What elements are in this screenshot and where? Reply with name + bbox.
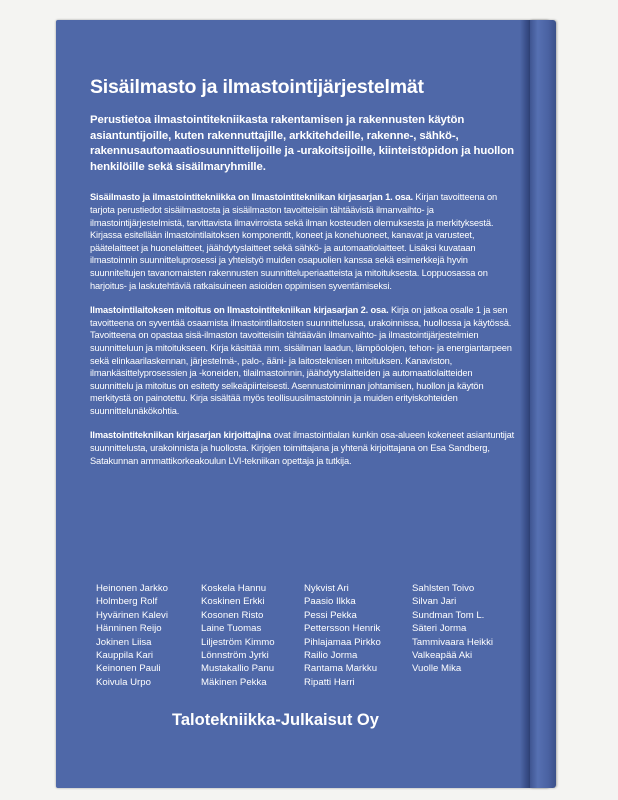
lead-paragraph: Perustietoa ilmastointitekniikasta rakentamisen ja rakennusten käytön asiantuntijoille, kuten rakennuttajille, arkkitehdeille, rakenne-, sähkö-, rakennusautomaatiosuunnittelijoille ja -urakoitsijoille, kiinteistöpidon ja huollon henkilöille sekä sisäilmaryhmille. bbox=[90, 114, 514, 173]
author-name: Koskinen Erkki bbox=[201, 596, 265, 608]
author-name: Mustakallio Panu bbox=[201, 663, 275, 675]
paragraph-2-bold: Ilmastointilaitoksen mitoitus on Ilmastointitekniikan kirjasarjan 2. osa. bbox=[90, 305, 389, 316]
author-name: Heinonen Jarkko bbox=[96, 583, 168, 594]
author-name: Hyvärinen Kalevi bbox=[96, 609, 168, 621]
author-column-2 bbox=[201, 582, 304, 689]
author-name: Pessi Pekka bbox=[304, 609, 357, 621]
author-column-4 bbox=[412, 582, 516, 689]
description-paragraph-1 bbox=[90, 191, 515, 292]
author-name: Sundman Tom L. bbox=[412, 609, 485, 621]
author-column-1 bbox=[96, 582, 201, 689]
author-name: Kosonen Risto bbox=[201, 609, 264, 621]
paragraph-3-bold: Ilmastointitekniikan kirjasarjan kirjoittajina bbox=[90, 430, 272, 441]
author-name: Pihlajamaa Pirkko bbox=[304, 636, 381, 648]
author-name: Lönnström Jyrki bbox=[201, 650, 269, 662]
author-name: Railio Jorma bbox=[304, 650, 358, 662]
paragraph-1-bold: Sisäilmasto ja ilmastointitekniikka on Ilmastointitekniikan kirjasarjan 1. osa. bbox=[90, 192, 413, 203]
paragraph-2-text: Kirja on jatkoa osalle 1 ja sen tavoitteena on syventää osaamista ilmastointilaitosten suunnittelussa, urakoinnissa, huollossa ja käytössä. Tavoitteena on opastaa sisä-ilmaston tavoitteisiin tähtäävän ilmanvaihto- ja ilmastointijärjestelmien suunnitteluun ja mitoitukseen. Kirja käsittää mm. sisäilman laadun, lämpöolojen, tehon- ja energiantarpeen sekä elinkaarilaskennan, järjestelmä-, palo-, ääni- ja laitosteknisen mitoituksen. Kanaviston, ilmankäsittelyprosessien ja -koneiden, tilailmastoinnin, jäähdytyslaitteiden ja automaatiolaitteiden suunnittelu ja mitoitus on esitetty selkeäpiirteisesti. Asennustoiminnan johtamisen, huollon ja käytön merkitystä on painotettu. Kirja sisältää myös teollisuusilmastoinnin ja muiden erityiskohteiden suunnittelunäkökohtia. bbox=[90, 305, 512, 416]
book-spine bbox=[530, 20, 556, 788]
author-name: Tammivaara Heikki bbox=[412, 636, 494, 648]
author-name: Pettersson Henrik bbox=[304, 623, 381, 635]
book-title: Sisäilmasto ja ilmastointijärjestelmät bbox=[90, 76, 424, 98]
author-name: Sahlsten Toivo bbox=[412, 583, 475, 594]
author-name: Holmberg Rolf bbox=[96, 596, 158, 608]
description-paragraph-3 bbox=[90, 429, 515, 467]
author-name: Nykvist Ari bbox=[304, 583, 349, 594]
author-name: Koskela Hannu bbox=[201, 583, 267, 594]
author-name: Liljeström Kimmo bbox=[201, 636, 275, 648]
author-name: Jokinen Liisa bbox=[96, 636, 152, 648]
author-name: Rantama Markku bbox=[304, 663, 378, 675]
author-list bbox=[96, 582, 516, 689]
author-name: Hänninen Reijo bbox=[96, 623, 162, 635]
author-name: Mäkinen Pekka bbox=[201, 676, 267, 688]
author-name: Ripatti Harri bbox=[304, 676, 355, 688]
publisher-name: Talotekniikka-Julkaisut Oy bbox=[172, 711, 379, 729]
author-name: Kauppila Kari bbox=[96, 650, 154, 662]
author-name: Valkeapää Aki bbox=[412, 650, 473, 662]
author-name: Silvan Jari bbox=[412, 596, 457, 608]
description-paragraph-2 bbox=[90, 304, 515, 417]
paragraph-1-text: Kirjan tavoitteena on tarjota perustiedot sisäilmastosta ja sisäilmaston tavoitteisiin tähtäävistä ilmanvaihto- ja ilmastointijärjestelmistä, tarvittavista ilmavirroista sekä ilman kosteuden olemuksesta ja merkityksestä. Kirjassa esitellään ilmastointilaitoksen komponentit, koneet ja konehuoneet, kanavat ja varusteet, päätelaitteet ja huonelaitteet, jäähdytyslaitteet sekä sähkö- ja automaatiolaitteet. Lisäksi kuvataan ilmastoinnin suunnitteluprosessi ja yhteistyö muiden osapuolien kanssa sekä esimerkkejä hyvin suunniteltujen tavanomaisten rakennusten suunnitteluperiaatteista ja mitoituksesta. Loppuosassa on harjoitus- ja laskutehtäviä ratkaisuineen asioiden oppimisen syventämiseksi. bbox=[90, 192, 498, 291]
paragraph-3-text: ovat ilmastointialan kunkin osa-alueen kokeneet asiantuntijat suunnittelusta, urakoinnista ja huollosta. Kirjojen toimittajana ja yhtenä kirjoittajana on Esa Sandberg, Satakunnan ammattikorkeakoulun LVI-tekniikan opettaja ja tutkija. bbox=[90, 430, 515, 466]
cover-hinge bbox=[520, 20, 530, 788]
author-name: Paasio Ilkka bbox=[304, 596, 356, 608]
author-name: Keinonen Pauli bbox=[96, 663, 161, 675]
author-column-3 bbox=[304, 582, 412, 689]
author-name: Vuolle Mika bbox=[412, 663, 462, 675]
author-name: Koivula Urpo bbox=[96, 676, 151, 688]
author-name: Säteri Jorma bbox=[412, 623, 467, 635]
cover-text bbox=[90, 76, 515, 479]
author-name: Laine Tuomas bbox=[201, 623, 262, 635]
